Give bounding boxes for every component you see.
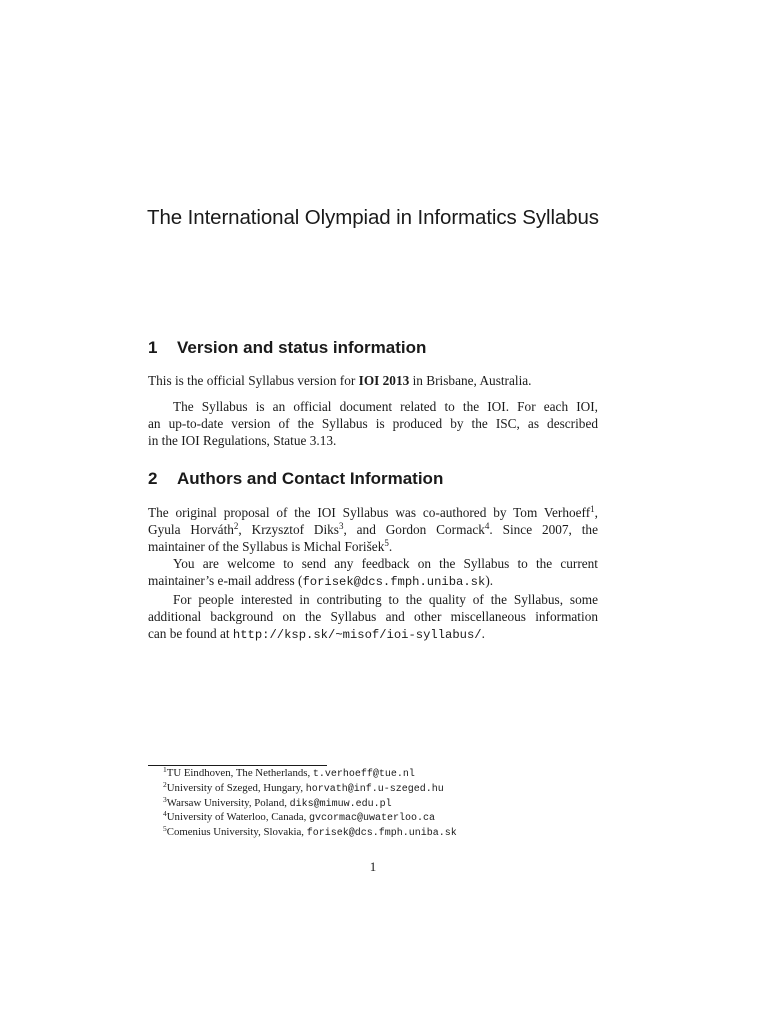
footnote-2 <box>163 779 457 797</box>
page-number: 1 <box>369 859 377 874</box>
footnote-ref[interactable]: 4 <box>484 521 490 531</box>
text-span: The original proposal of the IOI Syllabus was co-authored by Tom Verhoeff <box>148 505 591 520</box>
footnote-mark: 3 <box>163 794 167 804</box>
footnote-3 <box>163 794 457 812</box>
paragraph-syllabus-status <box>148 398 598 449</box>
text-span: . <box>481 626 485 641</box>
text-span: ). <box>485 573 494 588</box>
footnote-text: Warsaw University, Poland, <box>166 796 290 809</box>
bold-version-label: IOI 2013 <box>358 373 410 388</box>
text-span: can be found at <box>148 626 233 641</box>
footnote-email[interactable]: t.verhoeff@tue.nl <box>312 769 415 780</box>
paragraph-version-info <box>148 372 598 389</box>
footnote-ref[interactable]: 2 <box>233 521 239 531</box>
section-number: 1 <box>148 338 158 357</box>
footnote-ref[interactable]: 1 <box>590 504 595 514</box>
text-line: You are welcome to send any feedback on the Syllabus to the current <box>173 556 598 571</box>
footnote-email[interactable]: forisek@dcs.fmph.uniba.sk <box>306 828 457 840</box>
footnote-4 <box>163 811 457 826</box>
text-span: , and Gordon Cormack <box>343 522 485 537</box>
section-title: Version and status information <box>177 338 427 357</box>
footnote-5 <box>163 826 457 841</box>
footnote-email[interactable]: diks@mimuw.edu.pl <box>289 798 392 810</box>
footnote-mark: 4 <box>163 809 167 819</box>
text-span: maintainer’s e-mail address ( <box>148 573 303 588</box>
footnote-text: University of Szeged, Hungary, <box>166 781 306 794</box>
footnote-email[interactable]: horvath@inf.u-szeged.hu <box>305 783 444 795</box>
footnotes <box>163 767 457 841</box>
section-number: 2 <box>148 469 158 488</box>
text-span: maintainer of the Syllabus is Michal Forišek <box>148 539 385 554</box>
text-span: Gyula Horváth <box>148 522 234 537</box>
text-line: additional background on the Syllabus and other miscellaneous information <box>148 609 598 624</box>
text-line <box>148 572 598 591</box>
footnote-text: TU Eindhoven, The Netherlands, <box>166 767 313 779</box>
footnote-ref[interactable]: 5 <box>384 538 389 548</box>
footnote-email[interactable]: gvcormac@uwaterloo.ca <box>309 813 436 825</box>
text-span: . <box>388 539 393 554</box>
syllabus-url-link[interactable]: http://ksp.sk/~misof/ioi-syllabus/ <box>232 628 482 642</box>
footnote-ref[interactable]: 3 <box>338 521 344 531</box>
text-span: . Since 2007, the <box>489 522 598 537</box>
text-span: , <box>594 505 598 520</box>
text-line: For people interested in contributing to the quality of the Syllabus, some <box>173 592 598 607</box>
section-authors-body <box>148 504 598 644</box>
footnote-mark: 5 <box>163 824 167 834</box>
text-span: This is the official Syllabus version for <box>148 373 359 388</box>
document-title: The International Olympiad in Informatics Syllabus <box>147 206 599 229</box>
text-span: in Brisbane, Australia. <box>409 373 532 388</box>
text-line: an up-to-date version of the Syllabus is produced by the ISC, as described <box>148 416 598 431</box>
text-line <box>148 504 598 521</box>
footnote-text: Comenius University, Slovakia, <box>166 826 307 839</box>
footnote-divider <box>148 765 327 766</box>
maintainer-email[interactable]: forisek@dcs.fmph.uniba.sk <box>302 575 486 589</box>
text-line <box>148 521 598 538</box>
footnote-mark: 1 <box>163 765 167 774</box>
footnote-mark: 2 <box>163 779 167 789</box>
section-heading-authors <box>148 469 443 489</box>
text-line <box>148 538 598 555</box>
text-line: in the IOI Regulations, Statue 3.13. <box>148 433 337 448</box>
section-title: Authors and Contact Information <box>177 469 444 488</box>
footnote-text: University of Waterloo, Canada, <box>166 811 310 824</box>
text-span: , Krzysztof Diks <box>238 522 339 537</box>
text-line: The Syllabus is an official document related to the IOI. For each IOI, <box>173 399 598 414</box>
text-line <box>148 625 598 644</box>
footnote-1 <box>163 767 457 782</box>
section-heading-version <box>148 338 426 358</box>
